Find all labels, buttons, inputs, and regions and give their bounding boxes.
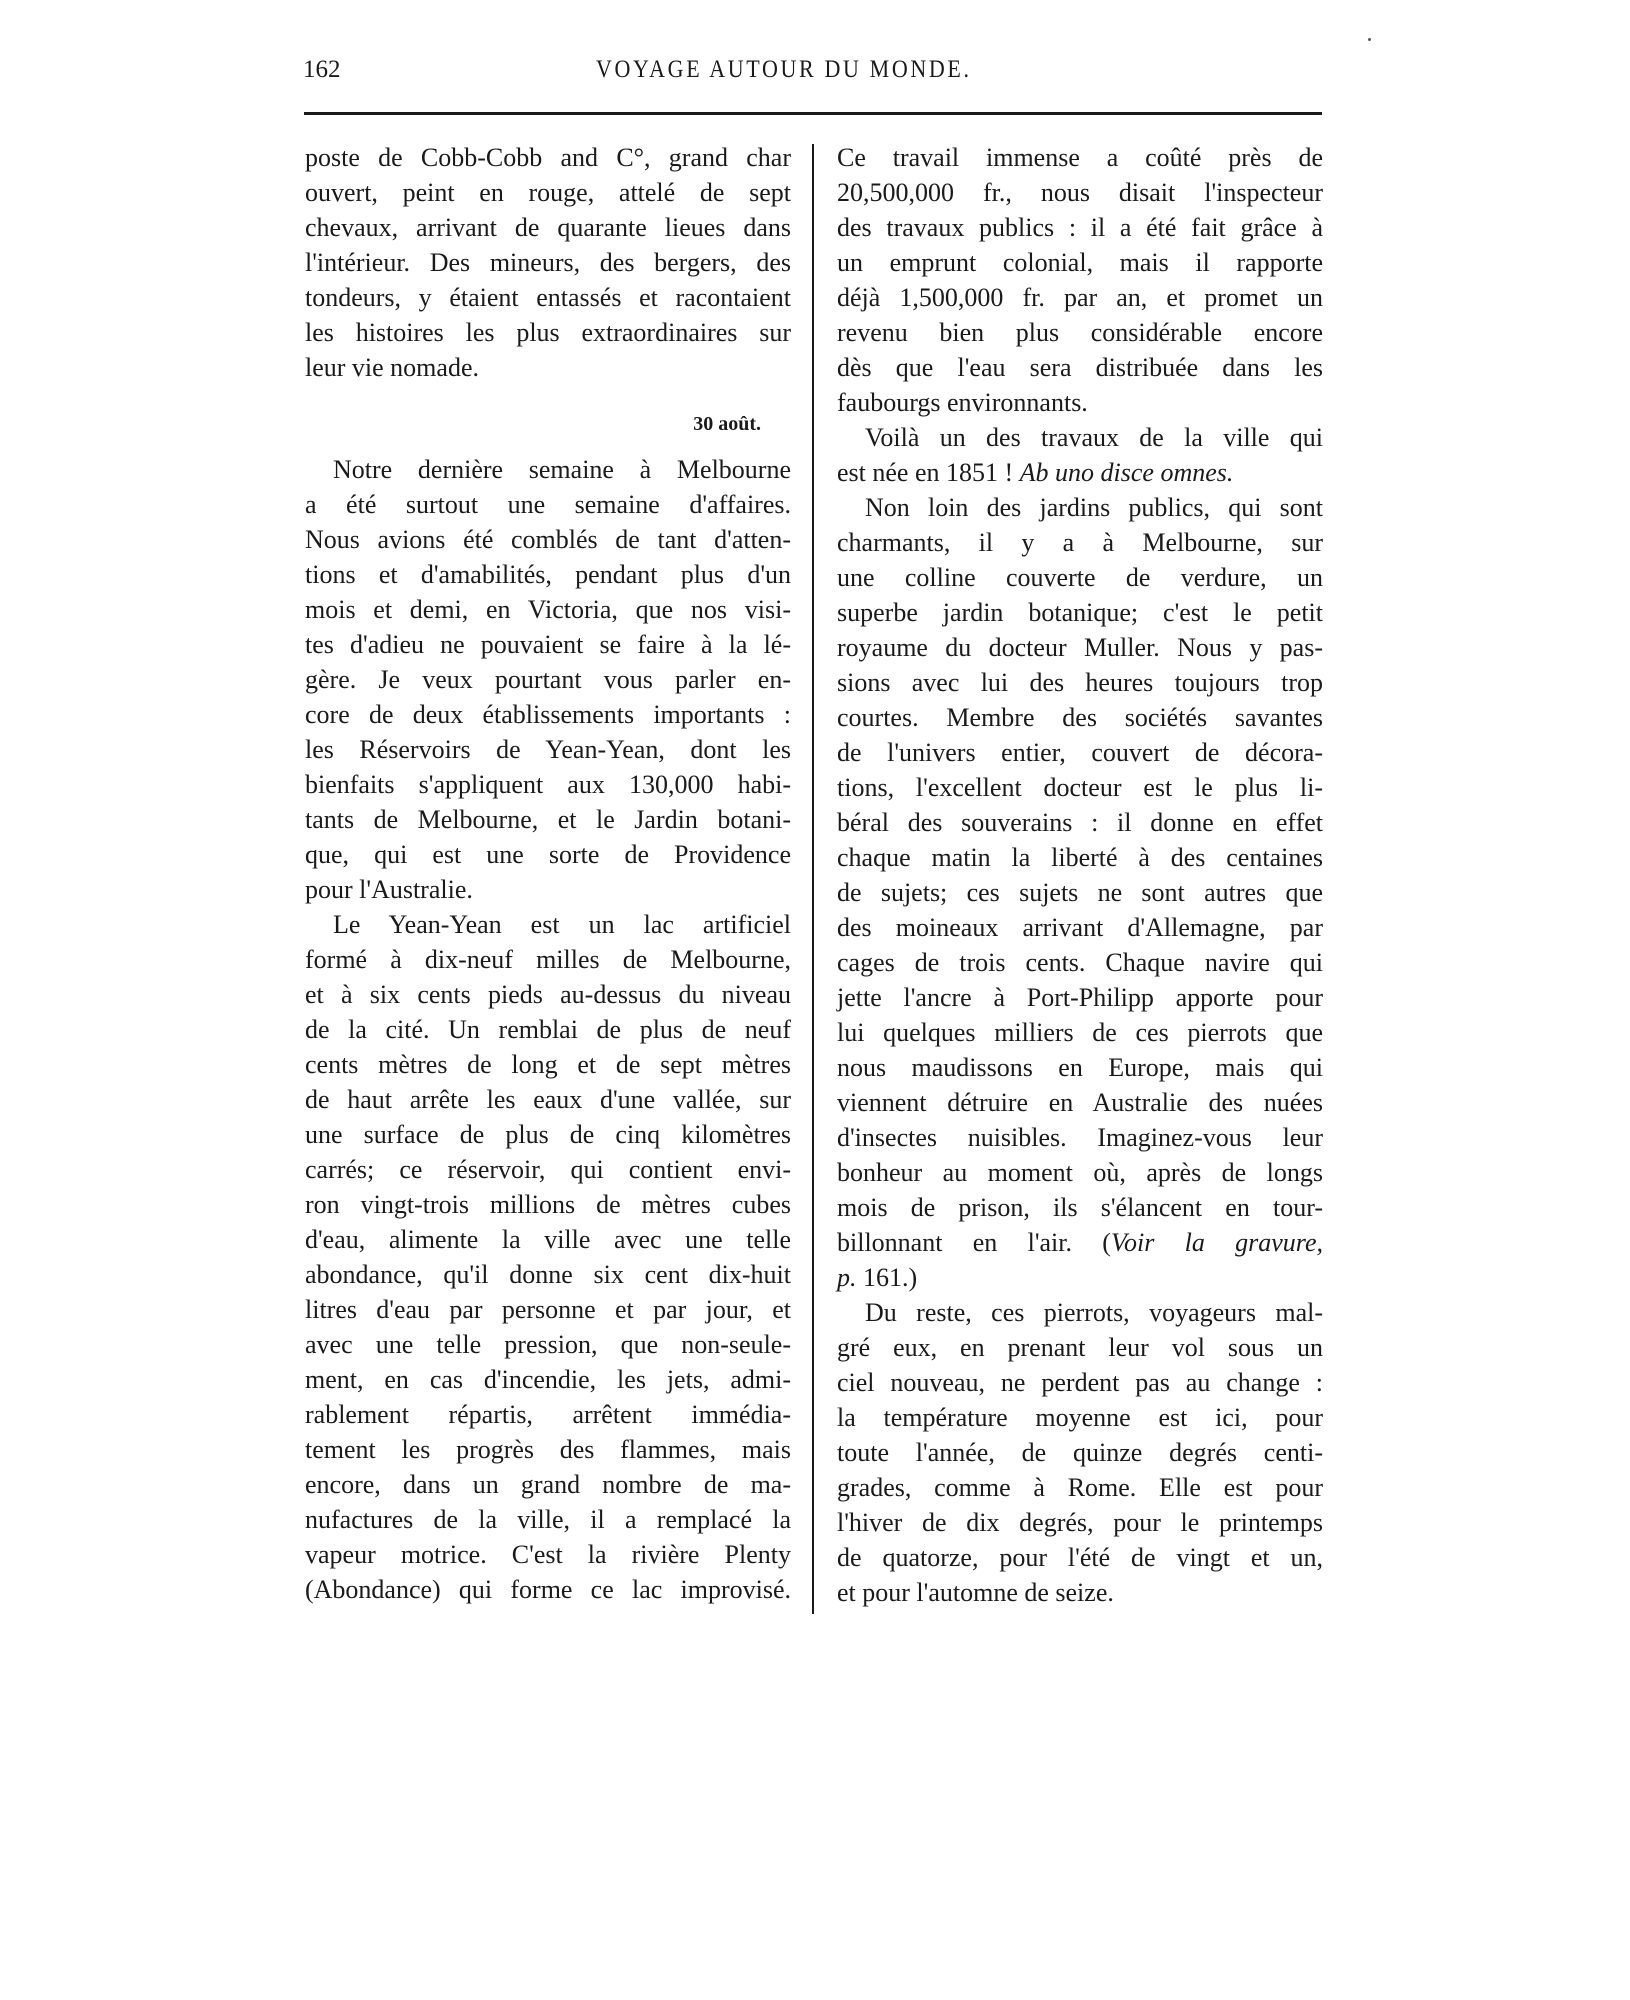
text-line: nufactures de la ville, il a remplacé la [305, 1505, 791, 1534]
page-ref-abbrev: p. [837, 1263, 857, 1292]
text-line: poste de Cobb-Cobb and C°, grand char [305, 143, 791, 172]
roman-text: billonnant en l'air. ( [837, 1228, 1111, 1257]
text-line: Ce travail immense a coûté près de [837, 143, 1323, 172]
text-line: encore, dans un grand nombre de ma- [305, 1470, 791, 1499]
text-line: pour l'Australie. [305, 875, 473, 904]
text-line: que, qui est une sorte de Providence [305, 840, 791, 869]
text-line: 20,500,000 fr., nous disait l'inspecteur [837, 178, 1323, 207]
text-line: bienfaits s'appliquent aux 130,000 habi- [305, 770, 791, 799]
text-line: des travaux publics : il a été fait grâce à [837, 213, 1323, 242]
text-line: carrés; ce réservoir, qui contient envi- [305, 1155, 791, 1184]
text-line: royaume du docteur Muller. Nous y pas- [837, 633, 1323, 662]
text-line: Nous avions été comblés de tant d'atten- [305, 525, 791, 554]
text-line: charmants, il y a à Melbourne, sur [837, 528, 1323, 557]
text-line: Du reste, ces pierrots, voyageurs mal- [865, 1298, 1323, 1327]
left-column [305, 140, 791, 1607]
paragraph [837, 140, 1323, 420]
text-line: ouvert, peint en rouge, attelé de sept [305, 178, 791, 207]
text-line: les histoires les plus extraordinaires sur [305, 318, 791, 347]
right-column [837, 140, 1323, 1610]
text-line: viennent détruire en Australie des nuées [837, 1088, 1323, 1117]
text-line: leur vie nomade. [305, 353, 479, 382]
roman-text: est née en 1851 ! [837, 458, 1020, 487]
text-line: vapeur motrice. C'est la rivière Plenty [305, 1540, 791, 1569]
figure-reference: Voir la gravure, [1110, 1228, 1324, 1257]
paragraph [305, 140, 791, 385]
page-number: 162 [303, 56, 341, 83]
dateline: 30 août. [693, 413, 761, 435]
text-line: faubourgs environnants. [837, 388, 1088, 417]
text-line: mois de prison, ils s'élancent en tour- [837, 1193, 1323, 1222]
text-line: ron vingt-trois millions de mètres cubes [305, 1190, 791, 1219]
text-line: de quatorze, pour l'été de vingt et un, [837, 1543, 1323, 1572]
text-line [837, 1225, 1323, 1260]
text-line [837, 1260, 1323, 1295]
text-line: tants de Melbourne, et le Jardin botani- [305, 805, 791, 834]
text-line: et pour l'automne de seize. [837, 1578, 1114, 1607]
text-line: courtes. Membre des sociétés savantes [837, 703, 1323, 732]
paragraph [837, 420, 1323, 490]
text-line: (Abondance) qui forme ce lac improvisé. [305, 1575, 791, 1604]
text-line: dès que l'eau sera distribuée dans les [837, 353, 1323, 382]
text-line: cages de trois cents. Chaque navire qui [837, 948, 1323, 977]
text-line: l'hiver de dix degrés, pour le printemps [837, 1508, 1323, 1537]
text-line: Notre dernière semaine à Melbourne [333, 455, 791, 484]
text-line: Non loin des jardins publics, qui sont [865, 493, 1323, 522]
text-line: la température moyenne est ici, pour [837, 1403, 1323, 1432]
text-line: toute l'année, de quinze degrés centi- [837, 1438, 1323, 1467]
text-line: abondance, qu'il donne six cent dix-huit [305, 1260, 791, 1289]
text-line: grades, comme à Rome. Elle est pour [837, 1473, 1323, 1502]
paragraph [305, 452, 791, 907]
text-line: core de deux établissements importants : [305, 700, 791, 729]
text-line: l'intérieur. Des mineurs, des bergers, des [305, 248, 791, 277]
text-line: de la cité. Un remblai de plus de neuf [305, 1015, 791, 1044]
text-line: mois et demi, en Victoria, que nos visi- [305, 595, 791, 624]
text-line: litres d'eau par personne et par jour, et [305, 1295, 791, 1324]
column-divider [812, 144, 814, 1614]
text-line: bonheur au moment où, après de longs [837, 1158, 1323, 1187]
text-line: une colline couverte de verdure, un [837, 563, 1323, 592]
text-line: ment, en cas d'incendie, les jets, admi- [305, 1365, 791, 1394]
text-line: tement les progrès des flammes, mais [305, 1435, 791, 1464]
text-line: tions et d'amabilités, pendant plus d'un [305, 560, 791, 589]
text-line: des moineaux arrivant d'Allemagne, par [837, 913, 1323, 942]
text-line: d'eau, alimente la ville avec une telle [305, 1225, 791, 1254]
text-line: nous maudissons en Europe, mais qui [837, 1053, 1323, 1082]
text-line: avec une telle pression, que non-seule- [305, 1330, 791, 1359]
text-line: déjà 1,500,000 fr. par an, et promet un [837, 283, 1323, 312]
page-ref: 161.) [856, 1263, 918, 1292]
text-line: chevaux, arrivant de quarante lieues dans [305, 213, 791, 242]
text-line: gère. Je veux pourtant vous parler en- [305, 665, 791, 694]
text-line: de l'univers entier, couvert de décora- [837, 738, 1323, 767]
text-line: rablement répartis, arrêtent immédia- [305, 1400, 791, 1429]
text-line: une surface de plus de cinq kilomètres [305, 1120, 791, 1149]
text-line: de haut arrête les eaux d'une vallée, sur [305, 1085, 791, 1114]
text-line [837, 455, 1323, 490]
text-line: tes d'adieu ne pouvaient se faire à la lé- [305, 630, 791, 659]
text-line: gré eux, en prenant leur vol sous un [837, 1333, 1323, 1362]
paragraph [305, 907, 791, 1607]
text-line: cents mètres de long et de sept mètres [305, 1050, 791, 1079]
paragraph [837, 1295, 1323, 1610]
text-line: et à six cents pieds au-dessus du niveau [305, 980, 791, 1009]
text-line: superbe jardin botanique; c'est le petit [837, 598, 1323, 627]
text-line: d'insectes nuisibles. Imaginez-vous leur [837, 1123, 1323, 1152]
header-rule [304, 112, 1322, 115]
text-line: Le Yean-Yean est un lac artificiel [333, 910, 791, 939]
text-line: ciel nouveau, ne perdent pas au change : [837, 1368, 1323, 1397]
print-speck [1368, 38, 1371, 41]
text-line: sions avec lui des heures toujours trop [837, 668, 1323, 697]
text-line: Voilà un des travaux de la ville qui [865, 423, 1323, 452]
text-line: tions, l'excellent docteur est le plus li- [837, 773, 1323, 802]
text-line: les Réservoirs de Yean-Yean, dont les [305, 735, 791, 764]
text-line: formé à dix-neuf milles de Melbourne, [305, 945, 791, 974]
running-title: VOYAGE AUTOUR DU MONDE. [596, 56, 972, 83]
text-line: tondeurs, y étaient entassés et racontaient [305, 283, 791, 312]
text-line: de sujets; ces sujets ne sont autres que [837, 878, 1323, 907]
text-line: béral des souverains : il donne en effet [837, 808, 1323, 837]
paragraph [837, 490, 1323, 1295]
latin-quote: Ab uno disce omnes. [1019, 458, 1234, 487]
text-line: revenu bien plus considérable encore [837, 318, 1323, 347]
text-line: a été surtout une semaine d'affaires. [305, 490, 791, 519]
text-line: jette l'ancre à Port-Philipp apporte pour [837, 983, 1323, 1012]
text-line: chaque matin la liberté à des centaines [837, 843, 1323, 872]
text-line: un emprunt colonial, mais il rapporte [837, 248, 1323, 277]
text-line: lui quelques milliers de ces pierrots que [837, 1018, 1323, 1047]
